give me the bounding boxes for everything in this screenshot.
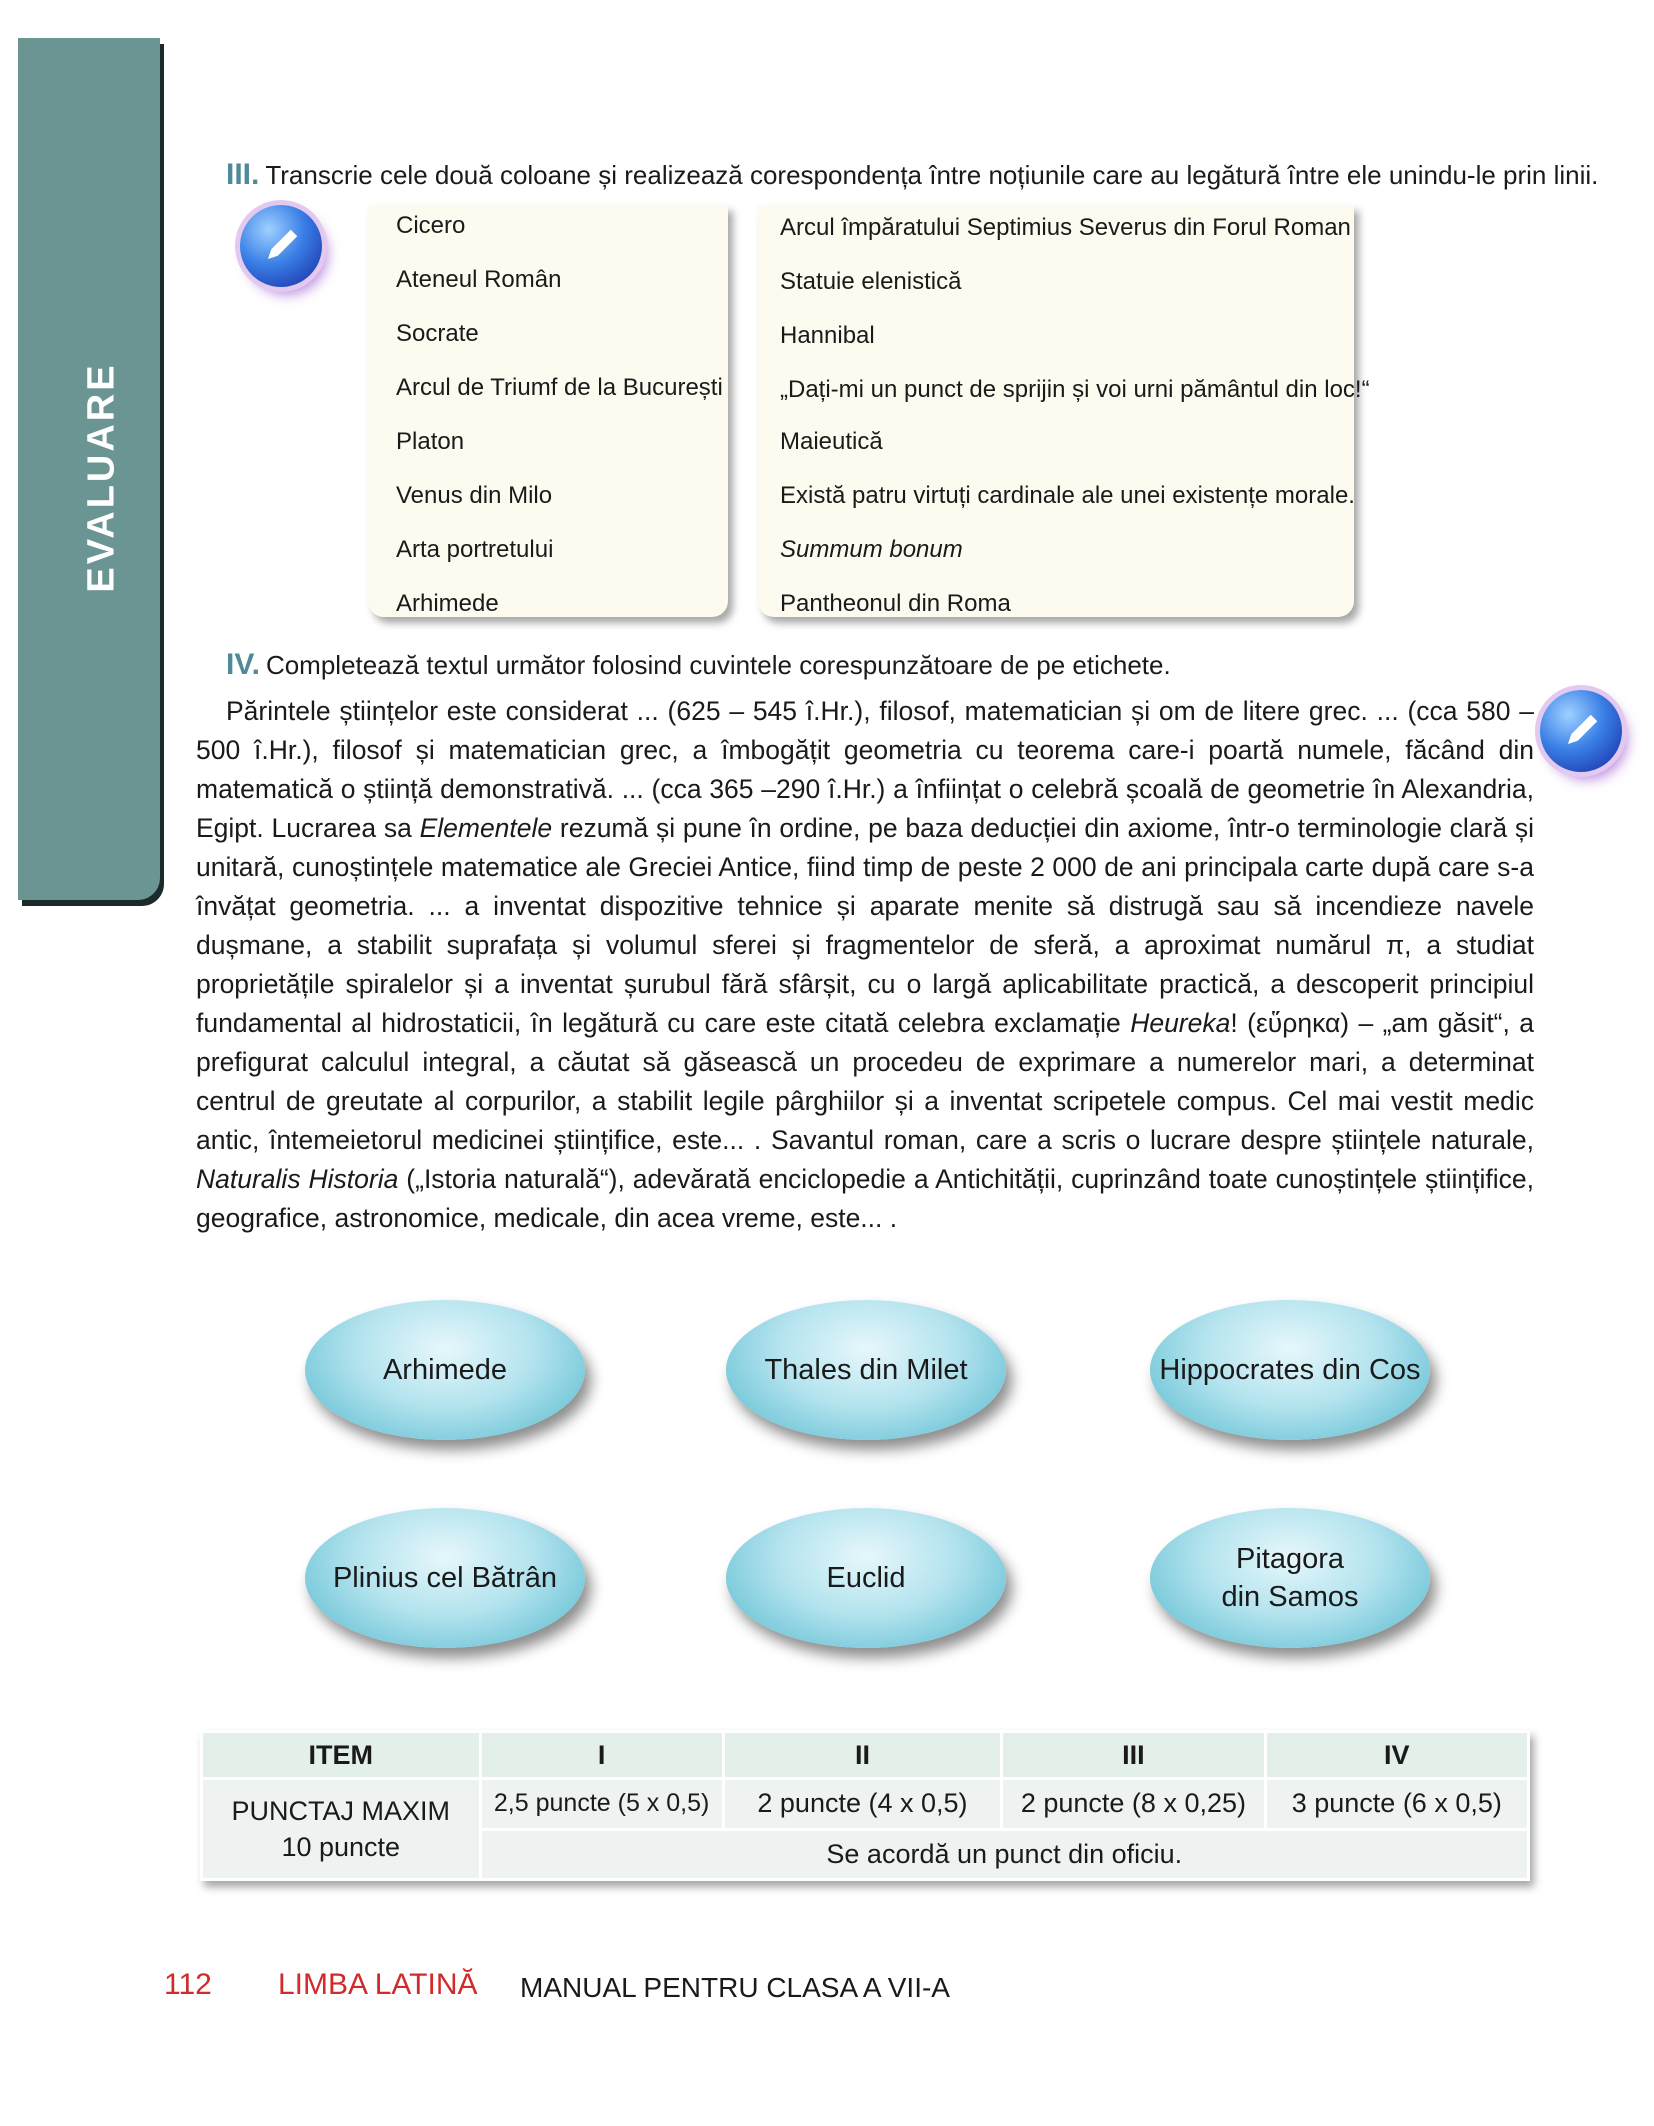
right-item: Pantheonul din Roma (780, 590, 1011, 617)
text-part: ! (εὕρηκα) – „am găsit“, a prefigurat calculul integral, a căutat să găsească un procedeu de exprimare a numerelor mari, a determinat centrul de greutate al corpurilor, a stabilit legile pârghiilor și a inventat scripetele compus. Cel mai vestit medic antic, întemeietorul medicinei științifice, este... . Savantul roman, care a scris o lucrare despre științele naturale, (196, 1008, 1535, 1155)
left-item: Cicero (396, 212, 466, 239)
table-header: IV (1267, 1733, 1527, 1777)
word-label (726, 1300, 1006, 1440)
right-item: Există patru virtuți cardinale ale unei existențe morale. (780, 482, 1355, 509)
right-item: „Dați-mi un punct de sprijin și voi urni pământul din loc!“ (780, 376, 1370, 403)
word-label-text: Pitagora din Samos (1221, 1543, 1359, 1613)
left-item: Platon (396, 428, 465, 455)
text-part: rezumă și pune în ordine, pe baza deducției din axiome, într-o terminologie clară și unitară, cunoștințele matematice ale Greciei Antice, fiind timp de peste 2 000 de ani principala carte după care s-a învățat geometria. ... a inventat dispozitive tehnice și aparate menite să distrugă sau să incendieze navele dușmane, a stabilit suprafața și volumul sferei și fragmentelor de sferă, a aproximat numărul π, a studiat proprietățile spiralelor și a inventat șurubul fără sfârșit, cu o largă aplicabilitate practică, a descoperit principiul fundamental al hidrostaticii, în legătură cu care este citată celebra exclamație (196, 813, 1534, 1038)
table-cell: 2,5 puncte (5 x 0,5) (482, 1780, 722, 1828)
exercise4-number: IV. (226, 648, 260, 681)
word-label (726, 1508, 1006, 1648)
score-table (200, 1730, 1530, 1881)
table-header: III (1003, 1733, 1263, 1777)
exercise4-text (196, 692, 1534, 1238)
left-item: Arcul de Triumf de la București (396, 374, 723, 401)
footer-subtitle: MANUAL PENTRU CLASA A VII-A (520, 1972, 950, 2003)
left-item: Arhimede (396, 590, 499, 617)
table-cell: 3 puncte (6 x 0,5) (1267, 1780, 1527, 1828)
table-cell: 2 puncte (8 x 0,25) (1003, 1780, 1263, 1828)
row-label (203, 1780, 479, 1878)
text-italic: Elementele (419, 813, 553, 843)
table-header-row (203, 1733, 1527, 1777)
table-header: ITEM (203, 1733, 479, 1777)
exercise4-instruction: Completează textul următor folosind cuvintele corespunzătoare de pe etichete. (265, 650, 1171, 680)
word-label (305, 1300, 585, 1440)
right-item: Maieutică (780, 428, 883, 455)
row-label-line1: PUNCTAJ MAXIM (231, 1796, 451, 1826)
word-label-text: Euclid (826, 1562, 906, 1594)
exercise3-number: III. (226, 158, 260, 191)
word-label-text: Plinius cel Bătrân (332, 1562, 558, 1594)
right-item: Summum bonum (780, 536, 963, 563)
table-header: I (482, 1733, 722, 1777)
right-item: Arcul împăratului Septimius Severus din Forul Roman (780, 214, 1351, 241)
left-item: Arta portretului (396, 536, 554, 563)
table-row (203, 1780, 1527, 1828)
pencil-icon (1540, 690, 1622, 772)
footer-subject: LIMBA LATINĂ (278, 1968, 478, 2001)
side-tab-label-wrap (62, 361, 142, 593)
exercise4-heading (226, 648, 1171, 682)
row-label-line2: 10 puncte (281, 1832, 401, 1862)
table-header: II (725, 1733, 1001, 1777)
word-label-text: Arhimede (382, 1354, 508, 1386)
table-note: Se acordă un punct din oficiu. (482, 1831, 1527, 1879)
word-label (1150, 1508, 1430, 1648)
text-italic: Heureka (1130, 1008, 1231, 1038)
text-part: („Istoria naturală“), adevărată enciclopedie a Antichității, cuprinzând toate cunoștințele științifice, geografice, astronomice, medicale, din acea vreme, este... . (196, 1164, 1534, 1233)
table-cell: 2 puncte (4 x 0,5) (725, 1780, 1001, 1828)
side-tab-label: EVALUARE (80, 361, 123, 593)
pencil-glyph (1558, 708, 1604, 754)
word-label-text: Hippocrates din Cos (1159, 1354, 1421, 1386)
right-item: Hannibal (780, 322, 875, 349)
right-item: Statuie elenistică (780, 268, 962, 295)
left-item: Ateneul Român (396, 266, 562, 293)
exercise3-instruction: Transcrie cele două coloane și realizează corespondența între noțiunile care au legătură între ele unindu-le prin linii. (265, 160, 1599, 190)
exercise3-heading (226, 158, 1598, 192)
text-part: Părintele științelor este considerat ... (625 – 545 î.Hr.), filosof, matematician și om de litere grec. ... (cca 580 –500 î.Hr.), filosof și matematician grec, a îmbogățit geometria cu teorema care-i poartă numele, făcând din matematică o știință demonstrativă. ... (cca 365 –290 î.Hr.) a înființat o celebră școală de geometrie în Alexandria, Egipt. Lucrarea sa (196, 696, 1534, 843)
word-label (305, 1508, 585, 1648)
word-label-text: Thales din Milet (764, 1354, 968, 1386)
word-label (1150, 1300, 1430, 1440)
left-item: Venus din Milo (396, 482, 553, 509)
pencil-glyph (258, 223, 304, 269)
text-italic: Naturalis Historia (196, 1164, 399, 1194)
pencil-icon (240, 205, 322, 287)
left-item: Socrate (396, 320, 479, 347)
page-number: 112 (164, 1968, 212, 2001)
